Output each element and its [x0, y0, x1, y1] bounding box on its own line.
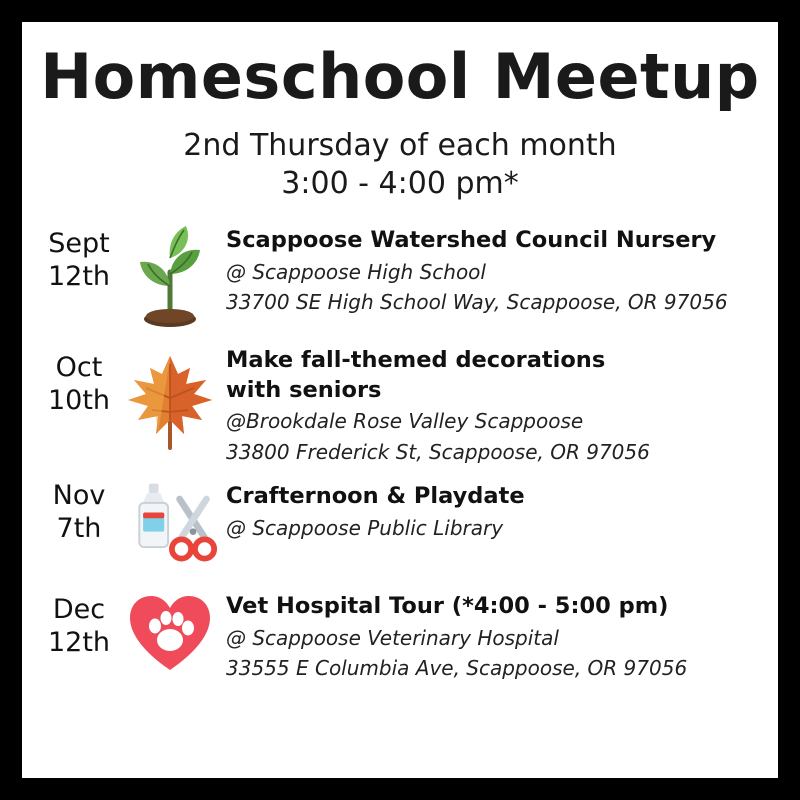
- event-venue: @ Scappoose Public Library: [226, 515, 504, 540]
- event-title: Vet Hospital Tour (*4:00 - 5:00 pm): [226, 593, 669, 620]
- maple-leaf-icon: [122, 344, 218, 452]
- event-address: 33800 Frederick St, Scappoose, OR 97056: [226, 439, 650, 464]
- event-title-line-2: with seniors: [226, 376, 382, 403]
- event-details: [218, 220, 768, 316]
- event-month: Oct: [55, 352, 103, 384]
- list-item: [22, 586, 778, 682]
- glue-and-scissors-icon: [122, 472, 218, 572]
- event-day: 12th: [47, 261, 111, 293]
- event-list: [22, 220, 778, 683]
- event-venue: @Brookdale Rose Valley Scappoose: [226, 409, 584, 434]
- page-title: Homeschool Meetup: [40, 40, 760, 113]
- event-month: Sept: [48, 228, 110, 260]
- event-month: Dec: [52, 594, 106, 626]
- event-date: [36, 344, 122, 418]
- event-details: [218, 586, 768, 682]
- event-details: [218, 344, 768, 466]
- event-address: 33700 SE High School Way, Scappoose, OR 97056: [226, 290, 728, 315]
- subtitle-line-2: 3:00 - 4:00 pm*: [281, 165, 519, 201]
- event-month: Nov: [52, 480, 106, 512]
- poster-subtitle: [22, 127, 778, 202]
- poster-canvas: [22, 22, 778, 778]
- list-item: [22, 220, 778, 328]
- seedling-icon: [122, 220, 218, 328]
- event-venue: @ Scappoose High School: [226, 259, 486, 284]
- list-item: [22, 472, 778, 572]
- event-details: [218, 472, 768, 542]
- event-date: [36, 220, 122, 294]
- list-item: [22, 344, 778, 466]
- event-address: 33555 E Columbia Ave, Scappoose, OR 97056: [226, 656, 688, 681]
- event-day: 12th: [47, 627, 111, 659]
- event-title-line-1: Make fall-themed decorations: [226, 347, 606, 374]
- event-date: [36, 472, 122, 546]
- event-date: [36, 586, 122, 660]
- event-title: Scappoose Watershed Council Nursery: [226, 227, 717, 254]
- event-venue: @ Scappoose Veterinary Hospital: [226, 625, 559, 650]
- event-title: Crafternoon & Playdate: [226, 483, 525, 510]
- subtitle-line-1: 2nd Thursday of each month: [183, 128, 617, 164]
- event-day: 10th: [47, 385, 111, 417]
- event-day: 7th: [56, 513, 102, 545]
- event-title: [226, 346, 768, 405]
- heart-paw-icon: [122, 586, 218, 678]
